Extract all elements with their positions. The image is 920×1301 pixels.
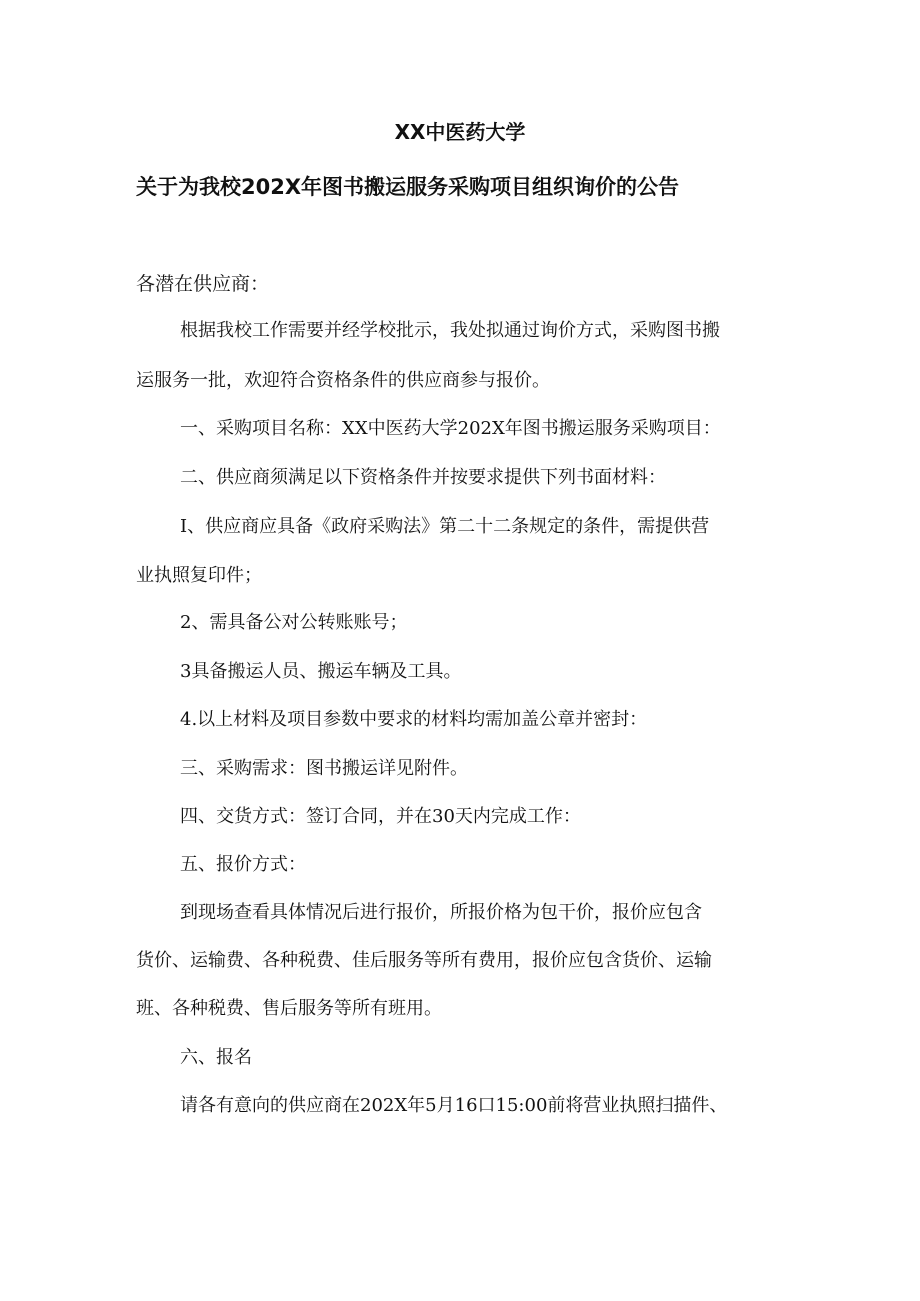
- section-item: 三、采购需求：图书搬运详见附件。: [180, 758, 468, 779]
- list-item: 3具备搬运人员、搬运车辆及工具。: [180, 661, 462, 682]
- body-line: 班、各种税费、售后服务等所有班用。: [136, 998, 442, 1019]
- body-line: 请各有意向的供应商在202X年5月16口15:00前将营业执照扫描件、: [180, 1095, 728, 1116]
- section-item: 二、供应商须满足以下资格条件并按要求提供下列书面材料：: [180, 467, 666, 488]
- list-item: 4.以上材料及项目参数中要求的材料均需加盖公章并密封：: [180, 709, 648, 730]
- body-line: 货价、运输费、各种税费、佳后服务等所有费用，报价应包含货价、运输: [136, 950, 712, 971]
- section-item: 一、采购项目名称：XX中医药大学202X年图书搬运服务采购项目：: [180, 418, 721, 439]
- list-item: 2、需具备公对公转账账号；: [180, 612, 408, 633]
- section-item: 四、交货方式：签订合同，并在30天内完成工作：: [180, 806, 581, 827]
- body-line: 运服务一批，欢迎符合资格条件的供应商参与报价。: [136, 370, 550, 391]
- section-item: 六、报名: [180, 1047, 252, 1068]
- section-item: 五、报价方式：: [180, 854, 306, 875]
- announcement-title: 关于为我校202X年图书搬运服务采购项目组织询价的公告: [136, 175, 680, 199]
- institution-title: XX中医药大学: [394, 120, 526, 144]
- body-line: 到现场查看具体情况后进行报价，所报价格为包干价，报价应包含: [180, 902, 702, 923]
- salutation: 各潜在供应商：: [136, 273, 270, 295]
- body-line: 业执照复印件；: [136, 565, 262, 586]
- list-item: I、供应商应具备《政府采购法》第二十二条规定的条件，需提供营: [180, 516, 710, 537]
- body-line: 根据我校工作需要并经学校批示，我处拟通过询价方式，采购图书搬: [180, 320, 720, 341]
